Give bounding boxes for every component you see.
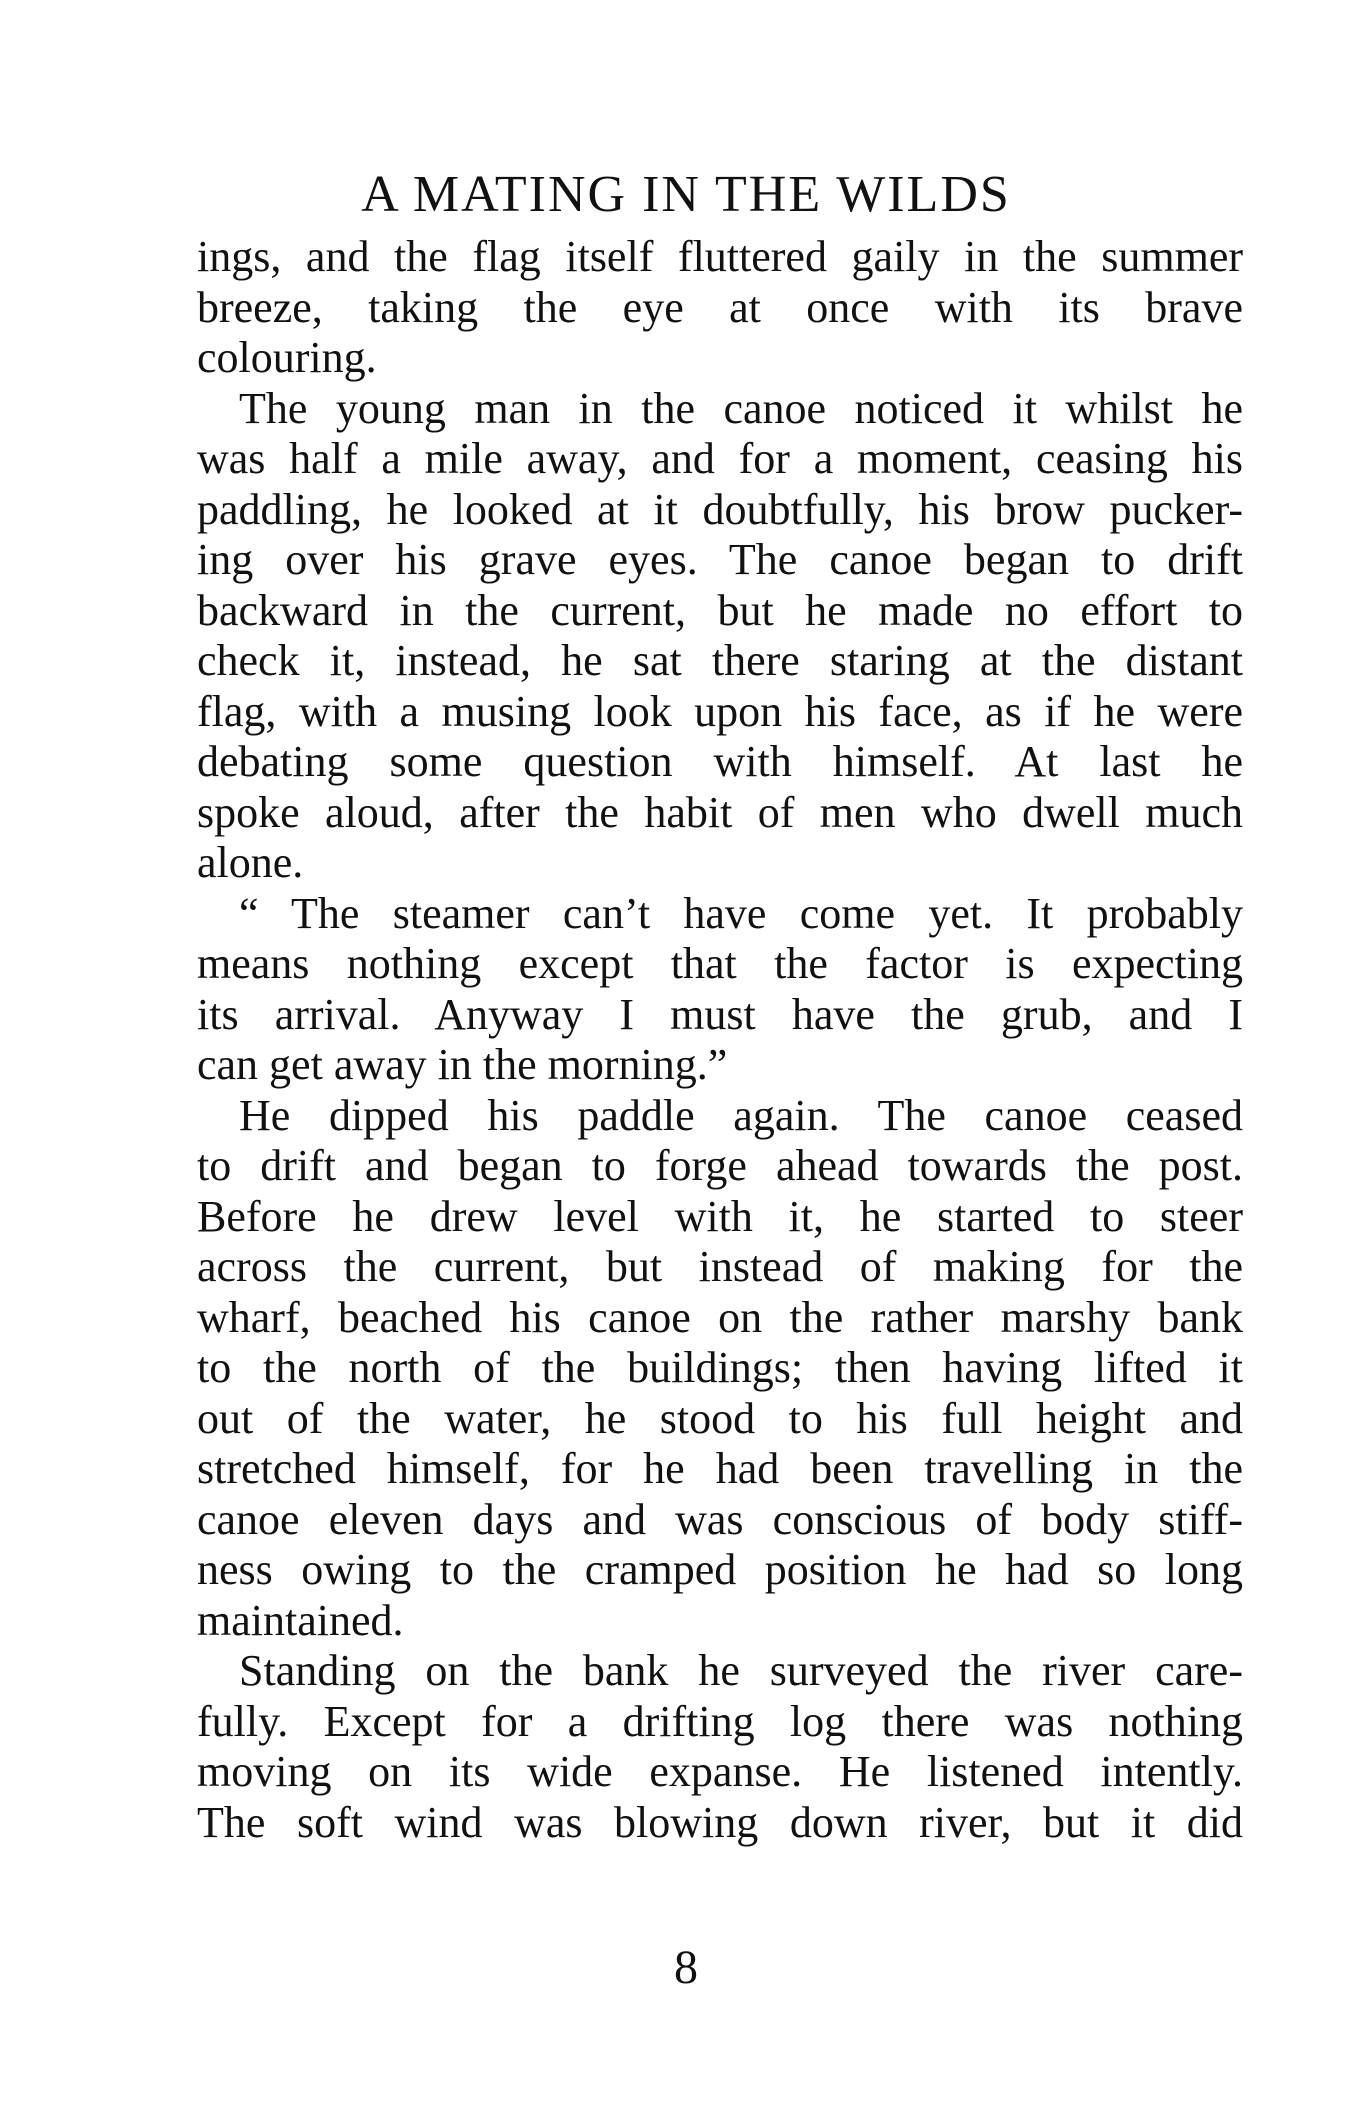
text-line: debating some question with himself. At last he	[197, 737, 1243, 786]
text-line: spoke aloud, after the habit of men who dwell much	[197, 787, 1243, 837]
paragraph	[197, 1646, 1243, 1848]
text-line: ings, and the flag itself fluttered gaily in the summer	[197, 232, 1243, 281]
paragraph	[197, 889, 1243, 1091]
text-line: means nothing except that the factor is expecting	[197, 939, 1243, 988]
text-line: across the current, but instead of making for the	[197, 1242, 1243, 1291]
text-line: wharf, beached his canoe on the rather marshy bank	[197, 1292, 1243, 1342]
text-line: alone.	[197, 838, 304, 887]
text-line: maintained.	[197, 1595, 404, 1645]
text-line: ness owing to the cramped position he had so long	[197, 1545, 1243, 1594]
text-line: its arrival. Anyway I must have the grub, and I	[197, 989, 1243, 1039]
text-line: fully. Except for a drifting log there was nothing	[197, 1696, 1243, 1746]
text-line: out of the water, he stood to his full height and	[197, 1393, 1243, 1443]
text-line: He dipped his paddle again. The canoe ceased	[239, 1090, 1243, 1140]
text-line: colouring.	[197, 333, 377, 382]
text-line: stretched himself, for he had been travelling in the	[197, 1444, 1243, 1493]
text-line: moving on its wide expanse. He listened intently.	[197, 1747, 1243, 1796]
text-line: Standing on the bank he surveyed the river care-	[239, 1646, 1243, 1695]
paragraph	[197, 1091, 1243, 1647]
text-line: was half a mile away, and for a moment, ceasing his	[197, 434, 1243, 483]
running-head: A MATING IN THE WILDS	[361, 166, 1011, 223]
text-line: ing over his grave eyes. The canoe began to drift	[197, 535, 1243, 584]
text-line: “ The steamer can’t have come yet. It probably	[239, 888, 1243, 938]
text-line: check it, instead, he sat there staring at the distant	[197, 636, 1243, 685]
body-text	[197, 232, 1243, 1848]
text-line: Before he drew level with it, he started to steer	[197, 1191, 1243, 1241]
paragraph	[197, 232, 1243, 384]
text-line: paddling, he looked at it doubtfully, his brow pucker-	[197, 484, 1243, 534]
text-line: canoe eleven days and was conscious of body stiff-	[197, 1494, 1243, 1544]
text-line: to drift and began to forge ahead towards the post.	[197, 1141, 1243, 1190]
text-line: flag, with a musing look upon his face, as if he were	[197, 686, 1243, 736]
text-line: can get away in the morning.”	[197, 1040, 728, 1089]
text-line: backward in the current, but he made no effort to	[197, 585, 1243, 635]
text-line: breeze, taking the eye at once with its brave	[197, 282, 1243, 332]
paragraph	[197, 384, 1243, 889]
text-line: The young man in the canoe noticed it whilst he	[239, 383, 1243, 433]
text-line: The soft wind was blowing down river, but it did	[197, 1797, 1243, 1847]
page-number: 8	[674, 1941, 698, 1994]
text-line: to the north of the buildings; then having lifted it	[197, 1343, 1243, 1392]
